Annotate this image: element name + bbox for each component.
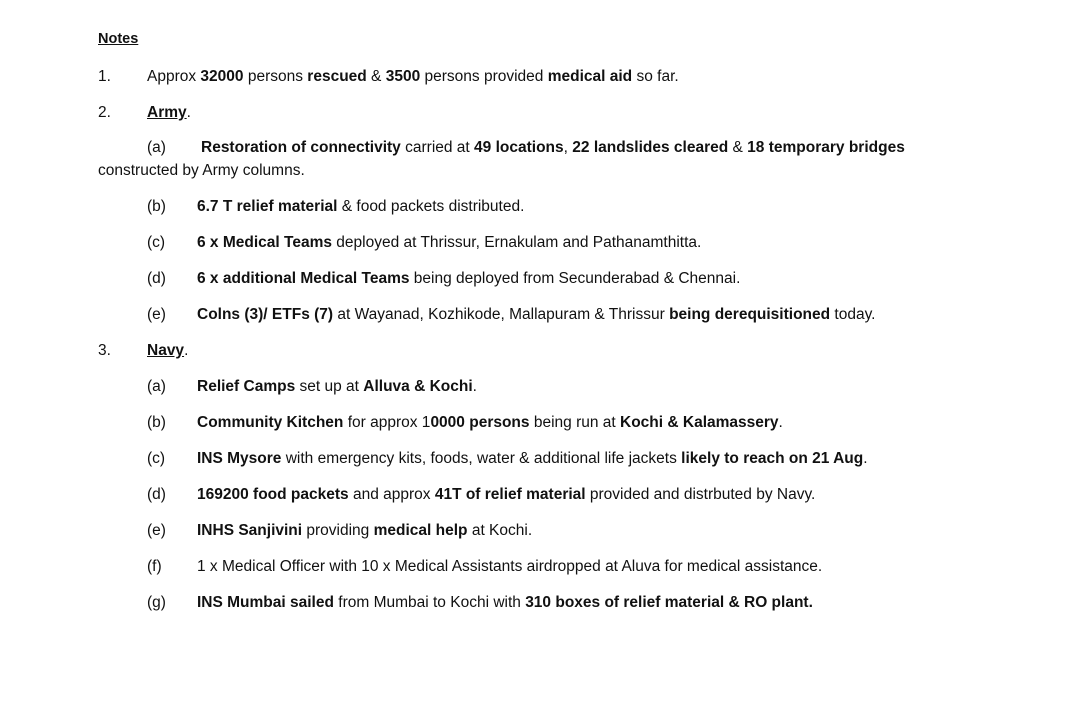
text-run: with emergency kits, foods, water & additional life jackets bbox=[281, 450, 682, 467]
subitem-label: (e) bbox=[147, 306, 166, 323]
subitem-text bbox=[197, 558, 822, 576]
subitem-text bbox=[197, 306, 876, 324]
subitem-label: (b) bbox=[147, 198, 166, 215]
subitem-text bbox=[197, 198, 524, 216]
text-run: . bbox=[863, 450, 868, 467]
text-run: provided and distrbuted by Navy. bbox=[585, 486, 816, 503]
text-run: providing bbox=[302, 522, 374, 539]
text-run: from Mumbai to Kochi with bbox=[333, 594, 526, 611]
item-number: 3. bbox=[98, 342, 111, 359]
subitem-label: (a) bbox=[147, 139, 166, 156]
subitem-text bbox=[197, 450, 868, 468]
text-run: and approx bbox=[348, 486, 435, 503]
heading-suffix: . bbox=[184, 342, 189, 359]
subitem-text bbox=[197, 486, 815, 504]
item-text bbox=[147, 68, 679, 86]
subitem-text bbox=[197, 270, 740, 288]
text-run: . bbox=[472, 378, 477, 395]
text-run: being deployed from Secunderabad & Chennai. bbox=[409, 270, 741, 287]
text-run: being run at bbox=[529, 414, 621, 431]
item-number: 2. bbox=[98, 104, 111, 121]
bold-text: rescued bbox=[307, 68, 367, 85]
subitem-continuation: constructed by Army columns. bbox=[98, 162, 305, 179]
bold-text: 6 x additional Medical Teams bbox=[197, 270, 410, 287]
text-run: today. bbox=[830, 306, 876, 323]
heading-text: Army bbox=[147, 104, 187, 121]
bold-text: Colns (3)/ ETFs (7) bbox=[197, 306, 334, 323]
notes-title: Notes bbox=[98, 31, 139, 47]
text-run: & food packets distributed. bbox=[337, 198, 525, 215]
section-heading-navy bbox=[147, 342, 188, 360]
text-run: Approx bbox=[147, 68, 201, 85]
subitem-text bbox=[201, 139, 905, 157]
bold-text: Community Kitchen bbox=[197, 414, 344, 431]
bold-text: 310 boxes of relief material & RO plant. bbox=[525, 594, 813, 611]
heading-suffix: . bbox=[186, 104, 191, 121]
subitem-label: (g) bbox=[147, 594, 166, 611]
subitem-label: (d) bbox=[147, 486, 166, 503]
subitem-label: (e) bbox=[147, 522, 166, 539]
text-run: carried at bbox=[400, 139, 475, 156]
subitem-label: (c) bbox=[147, 234, 166, 251]
bold-text: Alluva & Kochi bbox=[363, 378, 473, 395]
bold-text: 3500 bbox=[385, 68, 421, 85]
subitem-text bbox=[197, 414, 783, 432]
text-run: & bbox=[728, 139, 748, 156]
bold-text: 22 landslides cleared bbox=[572, 139, 729, 156]
bold-text: medical help bbox=[373, 522, 468, 539]
bold-text: medical aid bbox=[547, 68, 633, 85]
bold-text: 41T of relief material bbox=[434, 486, 586, 503]
section-heading-army bbox=[147, 104, 191, 122]
bold-text: being derequisitioned bbox=[669, 306, 831, 323]
bold-text: 18 temporary bridges bbox=[747, 139, 905, 156]
bold-text: 0000 persons bbox=[430, 414, 530, 431]
text-run: persons provided bbox=[420, 68, 548, 85]
subitem-label: (d) bbox=[147, 270, 166, 287]
subitem-label: (f) bbox=[147, 558, 162, 575]
bold-text: 6 x Medical Teams bbox=[197, 234, 332, 251]
heading-text: Navy bbox=[147, 342, 185, 359]
bold-text: Restoration of connectivity bbox=[201, 139, 401, 156]
text-run: for approx 1 bbox=[343, 414, 431, 431]
text-run: & bbox=[366, 68, 386, 85]
bold-text: INS Mumbai sailed bbox=[197, 594, 334, 611]
subitem-text bbox=[197, 594, 813, 612]
text-run: deployed at Thrissur, Ernakulam and Pathanamthitta. bbox=[331, 234, 702, 251]
subitem-label: (b) bbox=[147, 414, 166, 431]
subitem-label: (c) bbox=[147, 450, 166, 467]
bold-text: 169200 food packets bbox=[197, 486, 349, 503]
text-run: , bbox=[563, 139, 573, 156]
bold-text: 6.7 T relief material bbox=[197, 198, 338, 215]
subitem-text bbox=[197, 234, 701, 252]
bold-text: Kochi & Kalamassery bbox=[620, 414, 779, 431]
bold-text: 49 locations bbox=[474, 139, 564, 156]
subitem-text bbox=[197, 522, 532, 540]
subitem-text bbox=[197, 378, 477, 396]
item-number: 1. bbox=[98, 68, 111, 85]
text-run: set up at bbox=[295, 378, 364, 395]
text-run: at Wayanad, Kozhikode, Mallapuram & Thrissur bbox=[333, 306, 670, 323]
text-run: . bbox=[778, 414, 783, 431]
bold-text: 32000 bbox=[200, 68, 244, 85]
bold-text: INS Mysore bbox=[197, 450, 282, 467]
bold-text: Relief Camps bbox=[197, 378, 296, 395]
bold-text: likely to reach on 21 Aug bbox=[681, 450, 864, 467]
bold-text: INHS Sanjivini bbox=[197, 522, 303, 539]
text-run: at Kochi. bbox=[467, 522, 533, 539]
text-run: persons bbox=[243, 68, 308, 85]
text-run: 1 x Medical Officer with 10 x Medical Assistants airdropped at Aluva for medical assistance. bbox=[197, 558, 823, 575]
text-run: so far. bbox=[632, 68, 679, 85]
subitem-label: (a) bbox=[147, 378, 166, 395]
